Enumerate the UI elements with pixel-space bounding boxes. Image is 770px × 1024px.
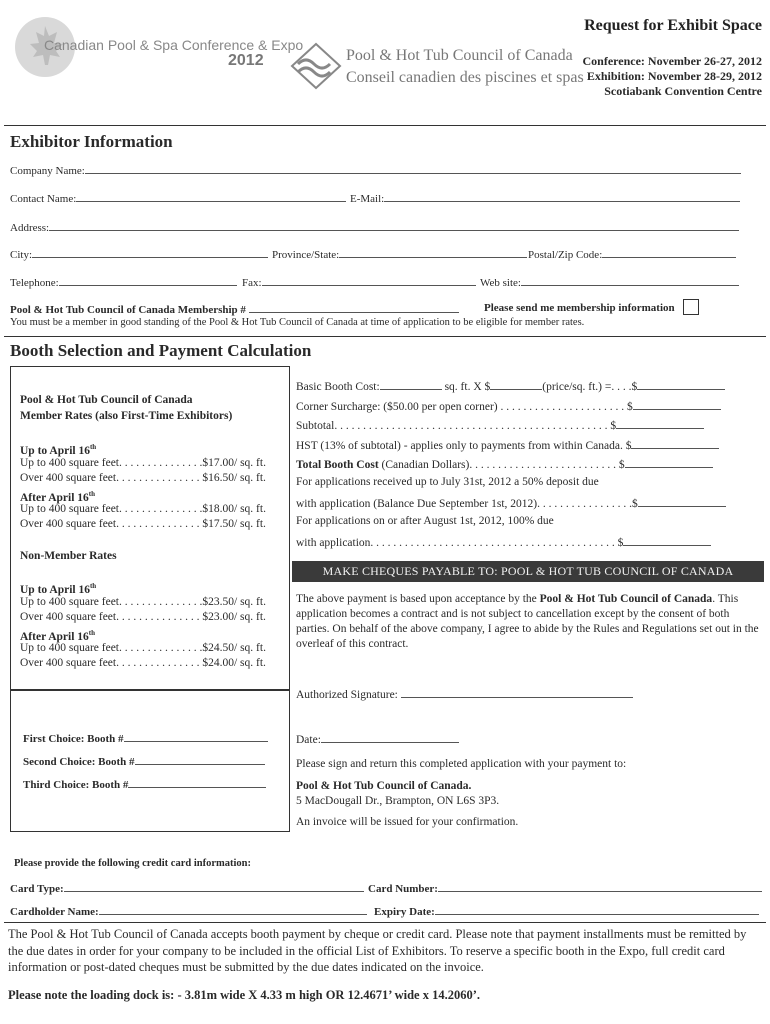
conference-logo-year: 2012: [228, 52, 264, 69]
payment-policy: The Pool & Hot Tub Council of Canada accepts booth payment by cheque or credit card. Please note that payment installments must be remitted by the due dates in order for your company to be included in the official List of Exhibitors. To reserve a specific booth in the Expo, full credit card information or post-dated cheques must be submitted by the due dates indicated on the invoice.: [8, 927, 747, 974]
booth-heading: Booth Selection and Payment Calculation: [10, 341, 312, 360]
date-field[interactable]: Date:: [296, 732, 459, 746]
company-name-field[interactable]: Company Name:: [10, 163, 741, 177]
card-number-field[interactable]: Card Number:: [368, 881, 762, 895]
province-field[interactable]: Province/State:: [272, 247, 527, 261]
send-membership-checkbox[interactable]: [683, 299, 699, 315]
hst-row[interactable]: HST (13% of subtotal) - applies only to payments from within Canada. $: [296, 438, 719, 452]
exhibitor-heading: Exhibitor Information: [10, 132, 173, 151]
exhibition-dates: Exhibition: November 28-29, 2012: [586, 69, 762, 83]
venue: Scotiabank Convention Centre: [604, 84, 762, 98]
third-choice-field[interactable]: Third Choice: Booth #: [23, 777, 266, 791]
council-logo: [290, 42, 584, 92]
header-divider: [4, 125, 766, 126]
send-membership-label: Please send me membership information: [484, 302, 675, 314]
member-rate-row: Up to 400 square feet. . . . . . . . . . . . . . .$18.00/ sq. ft.: [20, 503, 266, 515]
non-member-rate-row: Up to 400 square feet. . . . . . . . . . . . . . .$24.50/ sq. ft.: [20, 642, 266, 654]
contract-text: The above payment is based upon acceptance by the Pool & Hot Tub Council of Canada. This application becomes a contract and is not subject to cancellation except by the consent of both parties. On behalf of the above company, I agree to abide by the Rules and Regulations set out in the overleaf of this contract.: [296, 593, 759, 650]
expiry-date-field[interactable]: Expiry Date:: [374, 904, 759, 918]
conference-dates: Conference: November 26-27, 2012: [582, 54, 762, 68]
email-field[interactable]: E-Mail:: [350, 191, 740, 205]
non-member-rate-row: Over 400 square feet. . . . . . . . . . . . . . . $23.00/ sq. ft.: [20, 611, 266, 623]
exhibitor-divider: [4, 336, 766, 337]
non-member-title: Non-Member Rates: [20, 550, 117, 562]
credit-card-intro: Please provide the following credit card information:: [14, 858, 251, 869]
council-name-en: Pool & Hot Tub Council of Canada: [346, 47, 573, 64]
fax-field[interactable]: Fax:: [242, 275, 476, 289]
invoice-note: An invoice will be issued for your confirmation.: [296, 816, 519, 828]
booth-choice-box: [10, 690, 290, 832]
cheques-payable-banner: MAKE CHEQUES PAYABLE TO: POOL & HOT TUB COUNCIL OF CANADA: [292, 561, 764, 582]
total-booth-cost-row[interactable]: Total Booth Cost (Canadian Dollars). . . . . . . . . . . . . . . . . . . . . . . . . . $: [296, 457, 713, 471]
wave-logo-icon: [290, 42, 342, 90]
return-council-name: Pool & Hot Tub Council of Canada.: [296, 780, 472, 792]
non-member-early-heading: Up to April 16th: [20, 582, 97, 596]
loading-dock-note: Please note the loading dock is: - 3.81m wide X 4.33 m high OR 12.4671’ wide x 14.2060’.: [8, 988, 480, 1002]
full-payment-text: For applications on or after August 1st, 2012, 100% due: [296, 515, 554, 527]
standing-note: You must be a member in good standing of the Pool & Hot Tub Council of Canada at time of application to be eligible for member rates.: [10, 317, 585, 328]
member-late-heading: After April 16th: [20, 490, 96, 504]
conference-logo: [10, 14, 304, 80]
subtotal-row[interactable]: Subtotal. . . . . . . . . . . . . . . . . . . . . . . . . . . . . . . . . . . . . . . . . . . . . . . . $: [296, 418, 704, 432]
website-field[interactable]: Web site:: [480, 275, 739, 289]
cardholder-name-field[interactable]: Cardholder Name:: [10, 904, 367, 918]
form-title: Request for Exhibit Space: [584, 17, 762, 34]
first-choice-field[interactable]: First Choice: Booth #: [23, 731, 268, 745]
second-choice-field[interactable]: Second Choice: Booth #: [23, 754, 265, 768]
credit-card-divider: [4, 922, 766, 923]
return-note: Please sign and return this completed application with your payment to:: [296, 758, 627, 770]
corner-surcharge-row[interactable]: Corner Surcharge: ($50.00 per open corner) . . . . . . . . . . . . . . . . . . . . . . $: [296, 399, 721, 413]
membership-number-field[interactable]: Pool & Hot Tub Council of Canada Membership #: [10, 302, 459, 316]
card-type-field[interactable]: Card Type:: [10, 881, 364, 895]
deposit-row[interactable]: with application (Balance Due September 1st, 2012). . . . . . . . . . . . . . . . .$: [296, 496, 726, 510]
member-early-heading: Up to April 16th: [20, 443, 97, 457]
non-member-rate-row: Over 400 square feet. . . . . . . . . . . . . . . $24.00/ sq. ft.: [20, 657, 266, 669]
member-rate-row: Over 400 square feet. . . . . . . . . . . . . . . $17.50/ sq. ft.: [20, 518, 266, 530]
address-field[interactable]: Address:: [10, 220, 739, 234]
return-address: 5 MacDougall Dr., Brampton, ON L6S 3P3.: [296, 795, 500, 807]
signature-field[interactable]: Authorized Signature:: [296, 687, 633, 701]
non-member-late-heading: After April 16th: [20, 629, 96, 643]
zip-field[interactable]: Postal/Zip Code:: [528, 247, 736, 261]
telephone-field[interactable]: Telephone:: [10, 275, 237, 289]
non-member-rate-row: Up to 400 square feet. . . . . . . . . . . . . . .$23.50/ sq. ft.: [20, 596, 266, 608]
deposit-text: For applications received up to July 31st, 2012 a 50% deposit due: [296, 476, 599, 488]
full-payment-row[interactable]: with application. . . . . . . . . . . . . . . . . . . . . . . . . . . . . . . . . . . . . . . . . . . $: [296, 535, 711, 549]
member-rate-row: Over 400 square feet. . . . . . . . . . . . . . . $16.50/ sq. ft.: [20, 472, 266, 484]
member-rate-row: Up to 400 square feet. . . . . . . . . . . . . . .$17.00/ sq. ft.: [20, 457, 266, 469]
member-rates-subtitle: Member Rates (also First-Time Exhibitors): [20, 410, 233, 422]
contact-name-field[interactable]: Contact Name:: [10, 191, 346, 205]
city-field[interactable]: City:: [10, 247, 268, 261]
rates-box: [10, 366, 290, 690]
council-name-fr: Conseil canadien des piscines et spas: [346, 69, 584, 86]
member-rates-title: Pool & Hot Tub Council of Canada: [20, 394, 193, 406]
basic-booth-cost-row[interactable]: Basic Booth Cost: sq. ft. X $ (price/sq. ft.) =. . . .$: [296, 379, 725, 393]
conference-logo-text: Canadian Pool & Spa Conference & Expo: [44, 37, 304, 53]
